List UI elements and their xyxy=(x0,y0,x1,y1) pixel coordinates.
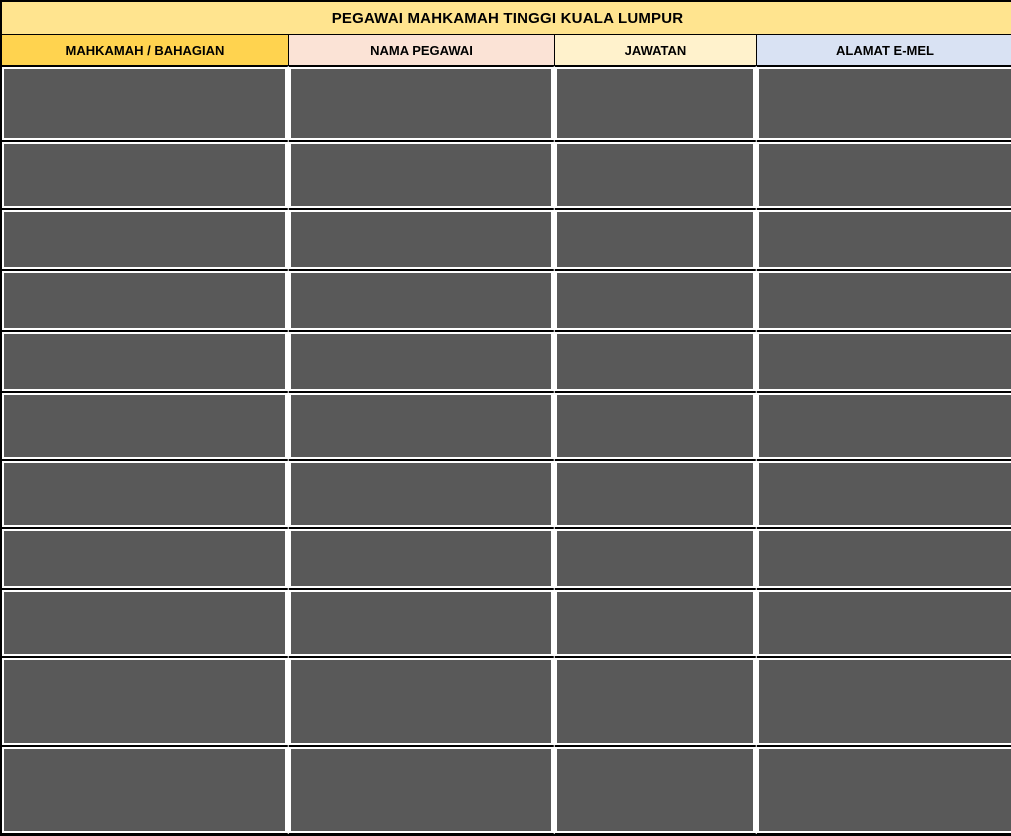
separator-cell xyxy=(757,270,1011,331)
separator-cell xyxy=(2,209,289,270)
separator-cell xyxy=(555,657,757,745)
group-separator-row xyxy=(2,528,1011,589)
separator-cell xyxy=(555,141,757,209)
separator-cell xyxy=(757,657,1011,745)
table-body xyxy=(2,66,1011,834)
separator-cell xyxy=(757,331,1011,392)
page-title: PEGAWAI MAHKAMAH TINGGI KUALA LUMPUR xyxy=(2,2,1011,35)
group-separator-row xyxy=(2,270,1011,331)
separator-cell xyxy=(757,392,1011,460)
group-separator-row xyxy=(2,746,1011,834)
separator-cell xyxy=(555,331,757,392)
separator-cell xyxy=(555,209,757,270)
separator-cell xyxy=(289,460,555,528)
separator-cell xyxy=(289,331,555,392)
separator-cell xyxy=(757,528,1011,589)
separator-cell xyxy=(289,528,555,589)
separator-cell xyxy=(2,657,289,745)
separator-cell xyxy=(555,746,757,834)
group-separator-row xyxy=(2,141,1011,209)
separator-cell xyxy=(555,66,757,141)
group-separator-row xyxy=(2,589,1011,657)
separator-cell xyxy=(757,209,1011,270)
separator-cell xyxy=(289,392,555,460)
separator-cell xyxy=(757,746,1011,834)
separator-cell xyxy=(2,331,289,392)
group-separator-row xyxy=(2,460,1011,528)
separator-cell xyxy=(289,270,555,331)
separator-cell xyxy=(289,589,555,657)
separator-cell xyxy=(757,460,1011,528)
separator-cell xyxy=(2,66,289,141)
group-separator-row xyxy=(2,331,1011,392)
separator-cell xyxy=(2,746,289,834)
separator-cell xyxy=(555,270,757,331)
separator-cell xyxy=(555,460,757,528)
group-separator-row xyxy=(2,657,1011,745)
separator-cell xyxy=(2,460,289,528)
group-separator-row xyxy=(2,209,1011,270)
separator-cell xyxy=(2,270,289,331)
separator-cell xyxy=(757,589,1011,657)
col-header-jawatan: JAWATAN xyxy=(555,35,757,66)
separator-cell xyxy=(555,528,757,589)
group-separator-row xyxy=(2,66,1011,141)
col-header-mahkamah-bahagian: MAHKAMAH / BAHAGIAN xyxy=(2,35,289,66)
group-separator-row xyxy=(2,392,1011,460)
col-header-alamat-emel: ALAMAT E-MEL xyxy=(757,35,1011,66)
separator-cell xyxy=(757,141,1011,209)
separator-cell xyxy=(2,392,289,460)
separator-cell xyxy=(289,657,555,745)
col-header-nama-pegawai: NAMA PEGAWAI xyxy=(289,35,555,66)
separator-cell xyxy=(2,589,289,657)
separator-cell xyxy=(2,528,289,589)
separator-cell xyxy=(555,589,757,657)
separator-cell xyxy=(289,209,555,270)
separator-cell xyxy=(289,66,555,141)
separator-cell xyxy=(757,66,1011,141)
separator-cell xyxy=(555,392,757,460)
column-header-row xyxy=(2,35,1011,66)
title-row xyxy=(2,2,1011,35)
separator-cell xyxy=(289,141,555,209)
separator-cell xyxy=(289,746,555,834)
separator-cell xyxy=(2,141,289,209)
